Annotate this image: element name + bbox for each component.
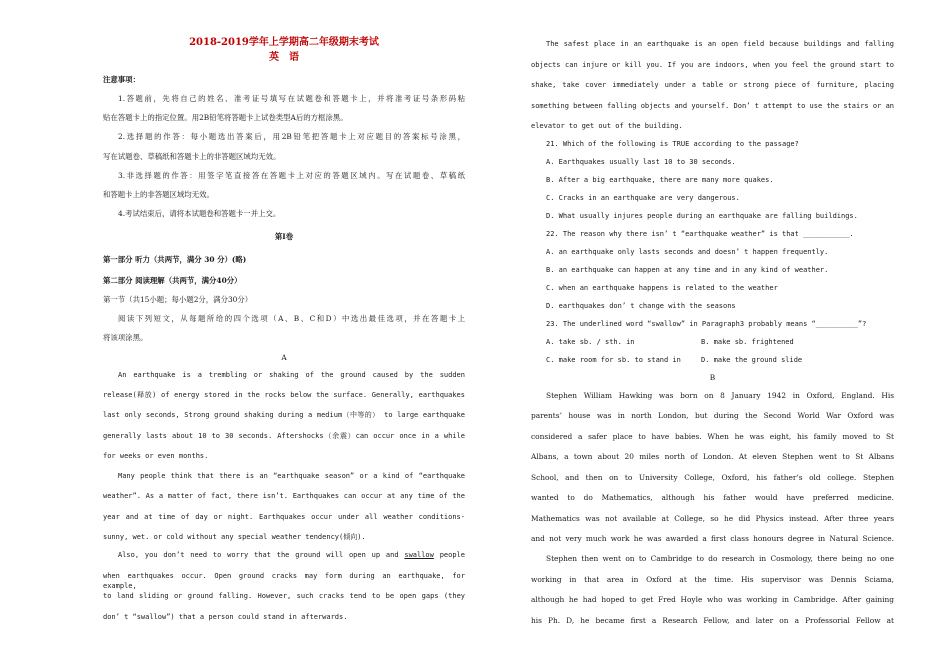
note-2-line-2: 写在试题卷、草稿纸和答题卡上的非答题区域均无效。 xyxy=(103,152,281,161)
option-21-b: B. After a big earthquake, there are many more quakes. xyxy=(546,176,774,184)
passage-b-line: School, and then on to University College, Oxford, his father’s old college. Stephen xyxy=(531,473,894,482)
passage-b-line: his Ph. D, he became first a Research Fellow, and later on a Professorial Fellow at xyxy=(531,616,894,625)
note-3-line-1: 3.非选择题的作答：用签字笔直接答在答题卡上对应的答题区域内。写在试题卷、草稿纸 xyxy=(118,171,465,180)
text-before-underline: Also, you don’t need to worry that the ground will open up and xyxy=(118,551,405,559)
passage-a-line: don’ t “swallow”) that a person could stand in afterwards. xyxy=(103,613,348,621)
note-3-line-2: 和答题卡上的非答题区域均无效。 xyxy=(103,190,214,199)
subject-title: 英 语 xyxy=(269,52,299,63)
notes-heading: 注意事项： xyxy=(103,75,140,84)
passage-b-line: considered a safer place to have babies. When he was eight, his family moved to St xyxy=(531,432,894,441)
underlined-word-swallow: swallow xyxy=(404,551,434,559)
passage-a-line: weather”. As a matter of fact, there isn’t. Earthquakes can occur at any time of the xyxy=(103,492,465,500)
instruction-line-1: 阅读下列短文，从每题所给的四个选项（A、B、C和D）中选出最佳选项，并在答题卡上 xyxy=(118,314,465,323)
passage-a-line-swallow xyxy=(118,550,465,560)
option-22-d: D. earthquakes don’ t change with the seasons xyxy=(546,302,736,310)
passage-b-line: Mathematics was not available at College, so he did Physics instead. After three years xyxy=(531,514,894,523)
text-after-underline: people xyxy=(433,551,465,559)
passage-a-line: shake, take cover immediately under a table or strong piece of furniture, placing xyxy=(531,81,894,89)
option-21-d: D. What usually injures people during an earthquake are falling buildings. xyxy=(546,212,858,220)
passage-a-label: A xyxy=(281,353,287,362)
option-21-a: A. Earthquakes usually last 10 to 30 seconds. xyxy=(546,158,736,166)
passage-b-line: and not very much work he was awarded a first class honours degree in Natural Science. xyxy=(531,534,894,543)
note-2-line-1: 2.选择题的作答：每小题选出答案后，用2B铅笔把答题卡上对应题目的答案标号涂黑， xyxy=(118,132,465,141)
passage-b-line: Albans, a town about 20 miles north of London. At eleven Stephen went to St Albans xyxy=(531,452,894,461)
passage-b-label: B xyxy=(709,373,716,382)
passage-b-line: parents’ house was in north London, but during the Second World War Oxford was xyxy=(531,411,894,420)
question-21: 21. Which of the following is TRUE according to the passage? xyxy=(546,140,799,148)
part-2-heading: 第二部分 阅读理解（共两节，满分40分） xyxy=(103,276,242,285)
passage-a-line: Many people think that there is an “earthquake season” or a kind of “earthquake xyxy=(118,472,465,480)
passage-a-line: elevator to get out of the building. xyxy=(531,122,683,130)
option-23-b: B. make sb. frightened xyxy=(701,338,794,346)
passage-b-line: Stephen William Hawking was born on 8 January 1942 in Oxford, England. His xyxy=(546,391,894,400)
passage-a-line: last only seconds, Strong ground shaking during a medium（中等的） to large earthquake xyxy=(103,411,465,419)
volume-heading: 第Ⅰ卷 xyxy=(274,232,294,241)
passage-a-line: when earthquakes occur. Open ground cracks may form during an earthquake, for example, xyxy=(103,572,465,590)
option-23-a: A. take sb. / sth. in xyxy=(546,338,635,346)
passage-a-line: objects can injure or kill you. If you are indoors, when you feel the ground start to xyxy=(531,61,894,69)
passage-a-line: year and at time of day or night. Earthquakes occur under all weather conditions- xyxy=(103,513,465,521)
note-4: 4.考试结束后，请将本试题卷和答题卡一并上交。 xyxy=(118,209,281,218)
passage-a-line: release(释放) of energy stored in the rocks below the surface. Generally, earthquakes xyxy=(103,391,465,399)
instruction-line-2: 将该项涂黑。 xyxy=(103,333,148,342)
passage-b-line: wanted to do Mathematics, although his father would have preferred medicine. xyxy=(531,493,894,502)
passage-a-line: sunny, wet. or cold without any special weather tendency(倾向). xyxy=(103,533,366,541)
option-22-c: C. when an earthquake happens is related to the weather xyxy=(546,284,778,292)
option-23-c: C. make room for sb. to stand in xyxy=(546,356,681,364)
part-1-heading: 第一部分 听力（共两节，满分 30 分）(略) xyxy=(103,255,247,264)
exam-title: 2018-2019学年上学期高二年级期末考试 xyxy=(189,37,379,48)
option-21-c: C. Cracks in an earthquake are very dangerous. xyxy=(546,194,740,202)
passage-a-line: to land sliding or ground falling. However, such cracks tend to be open gaps (they xyxy=(103,592,465,600)
note-1-line-1: 1.答题前，先将自己的姓名、准考证号填写在试题卷和答题卡上，并将准考证号条形码粘 xyxy=(118,94,465,103)
note-1-line-2: 贴在答题卡上的指定位置。用2B铅笔将答题卡上试卷类型A后的方框涂黑。 xyxy=(103,113,348,122)
passage-a-line: generally lasts about 10 to 30 seconds. Aftershocks（余震）can occur once in a while xyxy=(103,432,465,440)
passage-a-line: An earthquake is a trembling or shaking of the ground caused by the sudden xyxy=(118,371,465,379)
passage-a-line: something between falling objects and yourself. Don’ t attempt to use the stairs or an xyxy=(531,102,894,110)
option-23-d: D. make the ground slide xyxy=(701,356,803,364)
passage-a-line: for weeks or even months. xyxy=(103,452,209,460)
option-22-b: B. an earthquake can happen at any time and in any kind of weather. xyxy=(546,266,829,274)
passage-b-line: Stephen then went on to Cambridge to do research in Cosmology, there being no one xyxy=(546,554,894,563)
option-22-a: A. an earthquake only lasts seconds and doesn’ t happen frequently. xyxy=(546,248,829,256)
passage-b-line: working in that area in Oxford at the time. His supervisor was Dennis Sciama, xyxy=(531,575,894,584)
passage-a-line: The safest place in an earthquake is an open field because buildings and falling xyxy=(546,40,894,48)
question-23: 23. The underlined word “swallow” in Paragraph3 probably means “__________”? xyxy=(546,320,867,328)
section-1-heading: 第一节（共15小题；每小题2分，满分30分） xyxy=(103,295,253,304)
passage-b-line: although he had hoped to get Fred Hoyle who was working in Cambridge. After gaining xyxy=(531,595,894,604)
question-22: 22. The reason why there isn’ t “earthquake weather” is that ___________. xyxy=(546,230,854,238)
